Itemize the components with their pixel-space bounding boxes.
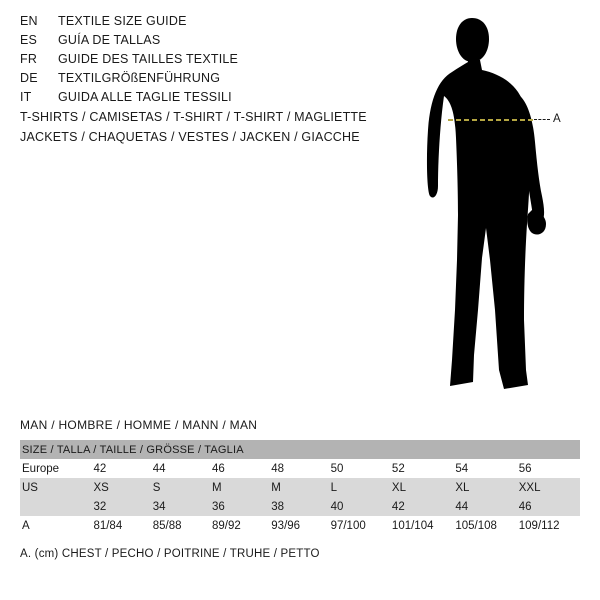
language-code: ES bbox=[20, 33, 38, 47]
cell: 34 bbox=[151, 497, 210, 516]
table-header-row bbox=[20, 440, 580, 459]
category-jackets: JACKETS / CHAQUETAS / VESTES / JACKEN / GIACCHE bbox=[20, 130, 360, 144]
table-header-label: SIZE / TALLA / TAILLE / GRÖSSE / TAGLIA bbox=[20, 440, 580, 459]
cell: 101/104 bbox=[390, 516, 453, 535]
measure-leader-line bbox=[534, 119, 550, 120]
cell: 89/92 bbox=[210, 516, 269, 535]
row-label: Europe bbox=[20, 459, 91, 478]
language-title-block bbox=[20, 14, 380, 109]
language-row bbox=[20, 33, 380, 52]
category-tshirts: T-SHIRTS / CAMISETAS / T-SHIRT / T-SHIRT / MAGLIETTE bbox=[20, 110, 367, 124]
cell: 46 bbox=[210, 459, 269, 478]
language-title: GUIDE DES TAILLES TEXTILE bbox=[58, 52, 239, 66]
cell: 54 bbox=[453, 459, 516, 478]
language-code: EN bbox=[20, 14, 38, 28]
language-row bbox=[20, 14, 380, 33]
silhouette-icon bbox=[400, 10, 590, 400]
cell: 105/108 bbox=[453, 516, 516, 535]
table-row bbox=[20, 497, 580, 516]
language-code: DE bbox=[20, 71, 38, 85]
cell: XL bbox=[390, 478, 453, 497]
language-row bbox=[20, 90, 380, 109]
cell: 52 bbox=[390, 459, 453, 478]
category-list bbox=[20, 110, 400, 150]
language-code: FR bbox=[20, 52, 38, 66]
cell: 40 bbox=[329, 497, 390, 516]
cell: 81/84 bbox=[91, 516, 150, 535]
cell: 85/88 bbox=[151, 516, 210, 535]
size-table bbox=[20, 440, 580, 535]
measure-label-a: A bbox=[553, 113, 562, 125]
cell: 38 bbox=[269, 497, 328, 516]
language-title: TEXTILE SIZE GUIDE bbox=[58, 14, 187, 28]
cell: M bbox=[269, 478, 328, 497]
cell: 97/100 bbox=[329, 516, 390, 535]
row-label bbox=[20, 497, 91, 516]
table-row bbox=[20, 516, 580, 535]
language-row bbox=[20, 52, 380, 71]
cell: L bbox=[329, 478, 390, 497]
language-code: IT bbox=[20, 90, 32, 104]
cell: 44 bbox=[151, 459, 210, 478]
cell: 42 bbox=[91, 459, 150, 478]
table-row bbox=[20, 478, 580, 497]
cell: 44 bbox=[453, 497, 516, 516]
cell: 48 bbox=[269, 459, 328, 478]
table-row bbox=[20, 459, 580, 478]
cell: 46 bbox=[517, 497, 580, 516]
cell: M bbox=[210, 478, 269, 497]
cell: 50 bbox=[329, 459, 390, 478]
male-silhouette-figure bbox=[400, 10, 590, 400]
cell: XL bbox=[453, 478, 516, 497]
cell: 36 bbox=[210, 497, 269, 516]
language-row bbox=[20, 71, 380, 90]
row-label: A bbox=[20, 516, 91, 535]
cell: XS bbox=[91, 478, 150, 497]
row-label: US bbox=[20, 478, 91, 497]
cell: 56 bbox=[517, 459, 580, 478]
language-title: GUÍA DE TALLAS bbox=[58, 33, 161, 47]
chest-footnote: A. (cm) CHEST / PECHO / POITRINE / TRUHE / PETTO bbox=[20, 548, 320, 560]
cell: 93/96 bbox=[269, 516, 328, 535]
cell: 32 bbox=[91, 497, 150, 516]
cell: 109/112 bbox=[517, 516, 580, 535]
language-title: GUIDA ALLE TAGLIE TESSILI bbox=[58, 90, 232, 104]
cell: S bbox=[151, 478, 210, 497]
cell: 42 bbox=[390, 497, 453, 516]
table-group-title: MAN / HOMBRE / HOMME / MANN / MAN bbox=[20, 418, 258, 432]
language-title: TEXTILGRÖßENFÜHRUNG bbox=[58, 71, 221, 85]
cell: XXL bbox=[517, 478, 580, 497]
